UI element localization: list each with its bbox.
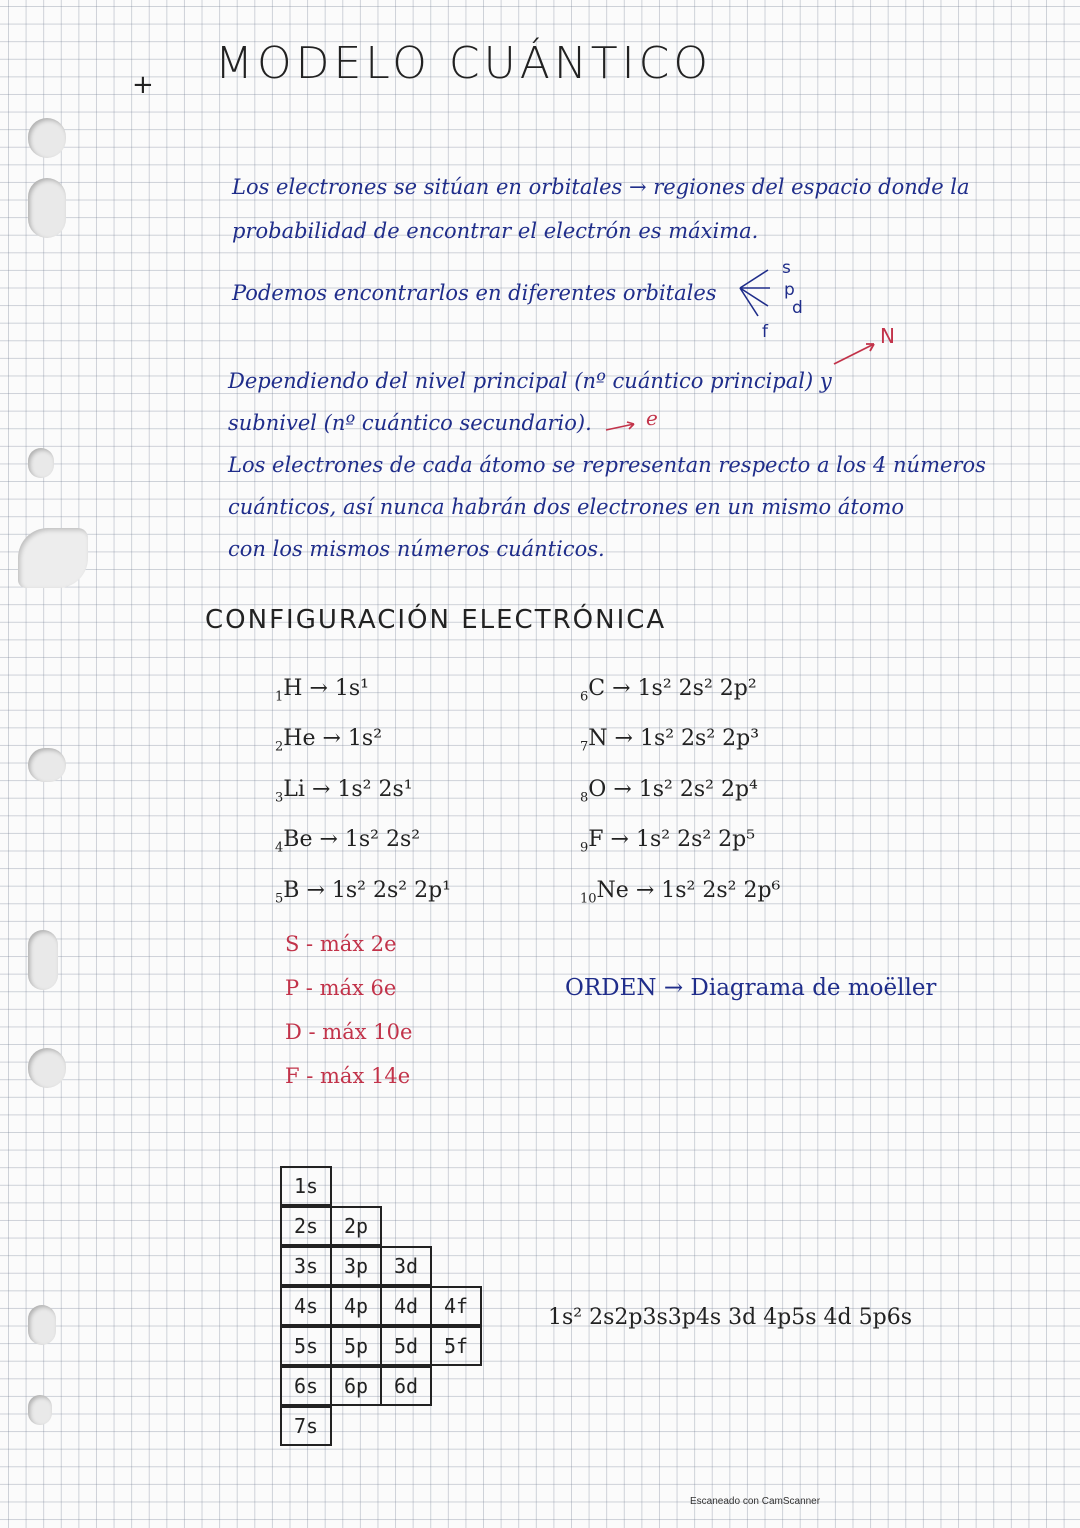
- filling-sequence: 1s² 2s2p3s3p4s 3d 4p5s 4d 5p6s: [548, 1305, 912, 1330]
- config-row: $_3$Li → 1s² 2s¹: [275, 776, 413, 806]
- punch-hole: [28, 1395, 52, 1425]
- paragraph-line-4: cuánticos, así nunca habrán dos electrones en un mismo átomo: [228, 495, 905, 519]
- config-row: $_5$B → 1s² 2s² 2p¹: [275, 877, 451, 906]
- config-row: $_6$C → 1s² 2s² 2p²: [580, 676, 757, 705]
- orden-note: ORDEN → Diagrama de moëller: [565, 975, 937, 1001]
- bullet-mark: +: [132, 70, 154, 100]
- moeller-cell: 6p: [330, 1366, 382, 1406]
- section-title: CONFIGURACIÓN ELECTRÓNICA: [205, 605, 667, 635]
- config-list-left: [275, 668, 451, 920]
- torn-paper: [18, 528, 88, 588]
- moeller-cell: 3s: [280, 1246, 332, 1286]
- config-row: $_4$Be → 1s² 2s²: [275, 827, 421, 856]
- max-electrons-list: [285, 922, 412, 1098]
- l-label: e: [646, 406, 658, 430]
- moeller-row: [282, 1368, 482, 1408]
- moeller-cell: 3d: [380, 1246, 432, 1286]
- config-list-right: [580, 668, 780, 920]
- max-item-d: D - máx 10e: [285, 1020, 413, 1044]
- intro-line-2: probabilidad de encontrar el electrón es máxima.: [232, 219, 759, 243]
- moeller-cell: 7s: [280, 1406, 332, 1446]
- orbital-f-label: f: [762, 322, 768, 342]
- punch-hole: [28, 1305, 56, 1345]
- moeller-diagram: [282, 1168, 482, 1448]
- paragraph-line-3: Los electrones de cada átomo se representan respecto a los 4 números: [228, 453, 986, 477]
- n-label: N: [880, 324, 895, 348]
- config-row: $_9$F → 1s² 2s² 2p⁵: [580, 827, 756, 856]
- moeller-row: [282, 1408, 482, 1448]
- max-item-f: F - máx 14e: [285, 1064, 411, 1088]
- moeller-cell: 5f: [430, 1326, 482, 1366]
- config-row: $_2$He → 1s²: [275, 726, 383, 755]
- moeller-cell: 4f: [430, 1286, 482, 1326]
- orbital-p-label: p: [784, 280, 795, 300]
- moeller-row: [282, 1248, 482, 1288]
- paragraph-line-2: subnivel (nº cuántico secundario).: [228, 411, 592, 435]
- punch-hole: [28, 118, 66, 158]
- moeller-cell: 5s: [280, 1326, 332, 1366]
- punch-hole: [28, 930, 58, 990]
- max-item-p: P - máx 6e: [285, 976, 397, 1000]
- intro-line-1: Los electrones se sitúan en orbitales → regiones del espacio donde la: [232, 175, 970, 199]
- scanner-watermark: Escaneado con CamScanner: [690, 1496, 821, 1507]
- moeller-cell: 6d: [380, 1366, 432, 1406]
- paragraph-line-5: con los mismos números cuánticos.: [228, 537, 605, 561]
- moeller-cell: 2s: [280, 1206, 332, 1246]
- punch-hole: [28, 448, 54, 478]
- moeller-cell: 5d: [380, 1326, 432, 1366]
- punch-hole: [28, 748, 66, 782]
- punch-hole: [28, 1048, 66, 1088]
- config-row: $_{10}$Ne → 1s² 2s² 2p⁶: [580, 877, 781, 906]
- orbital-arrows-icon: [730, 258, 820, 348]
- orbital-s-label: s: [782, 258, 791, 278]
- moeller-cell: 6s: [280, 1366, 332, 1406]
- moeller-cell: 1s: [280, 1166, 332, 1206]
- moeller-row: [282, 1208, 482, 1248]
- moeller-row: [282, 1288, 482, 1328]
- max-item-s: S - máx 2e: [285, 932, 397, 956]
- moeller-cell: 3p: [330, 1246, 382, 1286]
- paragraph-line-1: Dependiendo del nivel principal (nº cuántico principal) y: [228, 369, 832, 393]
- orbital-d-label: d: [792, 298, 803, 318]
- page-title: MODELO CUÁNTICO: [215, 38, 712, 89]
- moeller-cell: 5p: [330, 1326, 382, 1366]
- moeller-cell: 4p: [330, 1286, 382, 1326]
- moeller-cell: 2p: [330, 1206, 382, 1246]
- moeller-row: [282, 1328, 482, 1368]
- config-row: $_7$N → 1s² 2s² 2p³: [580, 726, 760, 755]
- moeller-row: [282, 1168, 482, 1208]
- punch-hole: [28, 178, 66, 238]
- moeller-cell: 4d: [380, 1286, 432, 1326]
- moeller-cell: 4s: [280, 1286, 332, 1326]
- arrow-to-l-icon: [604, 416, 644, 436]
- config-row: $_1$H → 1s¹: [275, 676, 370, 705]
- orbitals-line: Podemos encontrarlos en diferentes orbitales: [232, 281, 717, 305]
- config-row: $_8$O → 1s² 2s² 2p⁴: [580, 776, 758, 806]
